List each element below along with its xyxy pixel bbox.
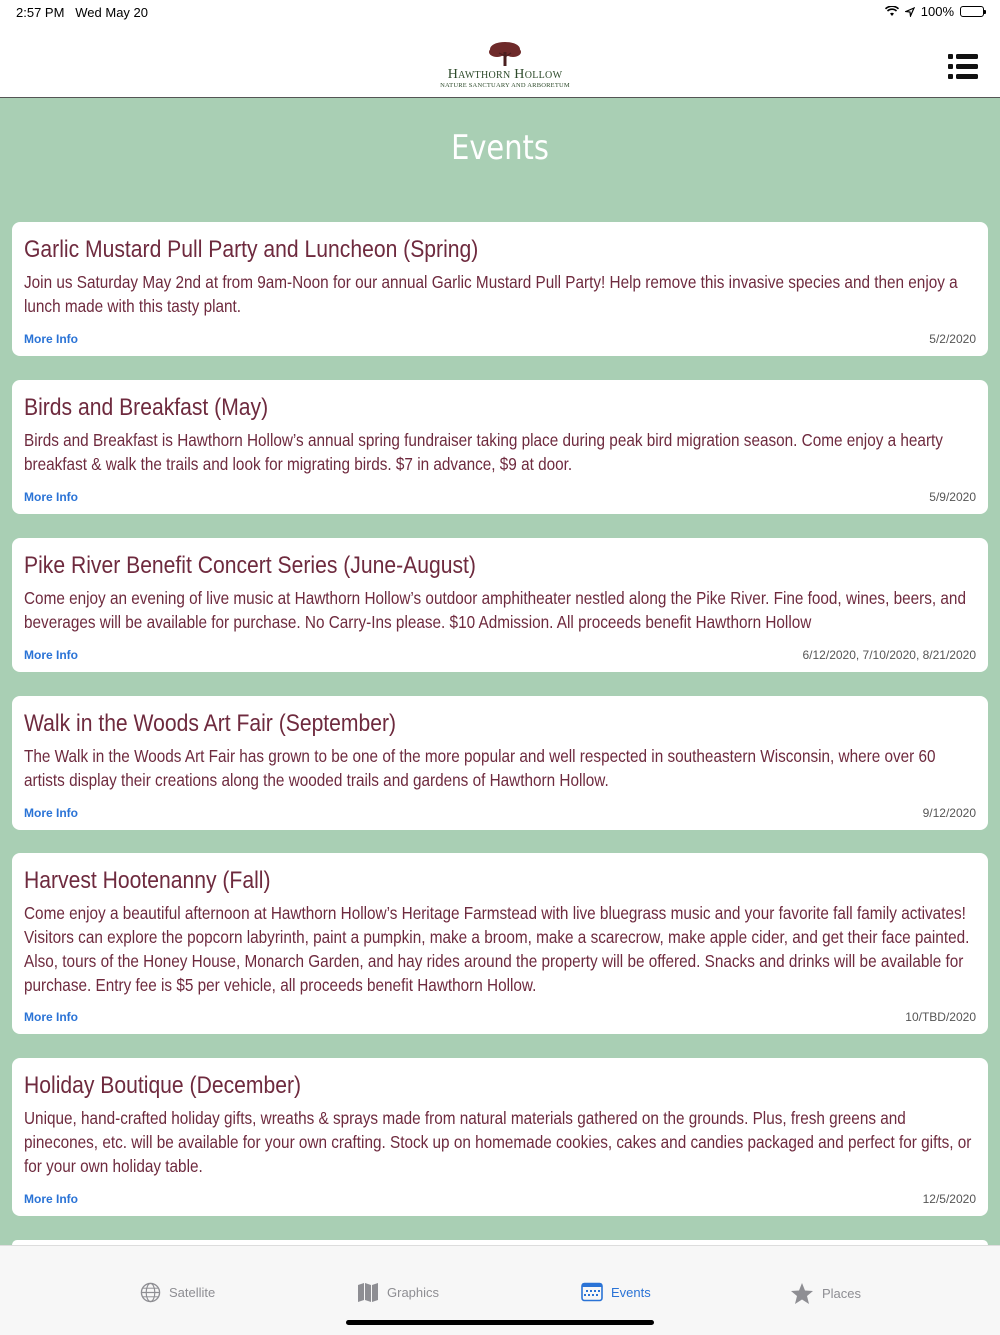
event-description: Join us Saturday May 2nd at from 9am-Noon for our annual Garlic Mustard Pull Party! Help remove this invasive species and then enjoy a lunch made with this tasty plant.	[24, 272, 958, 316]
event-card	[12, 696, 988, 830]
logo-tagline: NATURE SANCTUARY AND ARBORETUM	[440, 82, 570, 89]
more-info-link[interactable]: More Info	[24, 1010, 78, 1024]
tab-label: Satellite	[169, 1285, 216, 1300]
more-info-link[interactable]: More Info	[24, 806, 78, 820]
tab-label: Graphics	[387, 1285, 440, 1300]
page-title: Events	[451, 128, 549, 168]
event-title: Harvest Hootenanny (Fall)	[24, 867, 271, 894]
event-date: 5/2/2020	[929, 332, 976, 346]
wifi-icon	[885, 6, 899, 17]
tree-icon	[485, 40, 525, 68]
event-description: Unique, hand-crafted holiday gifts, wreaths & sprays made from natural materials gathered on the grounds. Plus, fresh greens and pinecones, etc. will be available for your own crafting. Stock up on homemade cookies, cakes and candies packaged and perfect for gifts, or for your own holiday table.	[24, 1108, 972, 1176]
event-card	[12, 853, 988, 1034]
event-description: Birds and Breakfast is Hawthorn Hollow’s annual spring fundraiser taking place during peak bird migration season. Come enjoy a hearty breakfast & walk the trails and look for migrating birds. $7 in advance, $9 at door.	[24, 430, 943, 474]
nav-bar	[0, 24, 1000, 98]
calendar-icon	[581, 1282, 603, 1302]
globe-icon	[140, 1282, 161, 1303]
status-bar	[0, 0, 1000, 24]
battery-icon	[960, 6, 984, 17]
event-card	[12, 222, 988, 356]
more-info-link[interactable]: More Info	[24, 332, 78, 346]
status-clock: 2:57 PM	[16, 5, 65, 20]
event-description: Come enjoy a beautiful afternoon at Hawthorn Hollow’s Heritage Farmstead with live bluegrass music and your favorite fall family activates! Visitors can explore the popcorn labyrinth, paint a pumpkin, make a broom, make a scarecrow, make apple cider, and get their face painted. Also, tours of the Honey House, Monarch Garden, and hay rides around the property will be offered. Snacks and drinks will be available for purchase. Entry fee is $5 per vehicle, all proceeds benefit Hawthorn Hollow.	[24, 903, 970, 995]
event-description: The Walk in the Woods Art Fair has grown to be one of the more popular and well respected in southeastern Wisconsin, where over 60 artists display their creations along the wooded trails and gardens of Hawthorn Hollow.	[24, 746, 936, 790]
hawthorn-hollow-logo	[431, 40, 579, 90]
event-date: 10/TBD/2020	[905, 1010, 976, 1024]
event-card	[12, 1058, 988, 1216]
status-indicators	[885, 4, 984, 19]
logo-name: Hawthorn Hollow	[447, 67, 563, 82]
event-title: Birds and Breakfast (May)	[24, 394, 269, 421]
more-info-link[interactable]: More Info	[24, 648, 78, 662]
event-title: Walk in the Woods Art Fair (September)	[24, 710, 397, 737]
tab-places[interactable]	[790, 1282, 861, 1305]
status-time	[16, 5, 148, 20]
map-icon	[357, 1282, 379, 1303]
event-date: 12/5/2020	[922, 1192, 976, 1206]
event-card	[12, 380, 988, 514]
location-icon	[905, 7, 915, 17]
event-description: Come enjoy an evening of live music at Hawthorn Hollow’s outdoor amphitheater nestled along the Pike River. Fine food, wines, beers, and beverages will be available for purchase. No Carry-Ins please. $10 Admission. All proceeds benefit Hawthorn Hollow	[24, 588, 966, 632]
battery-percent: 100%	[920, 4, 954, 19]
more-info-link[interactable]: More Info	[24, 490, 78, 504]
star-icon	[790, 1282, 814, 1305]
tab-graphics[interactable]	[357, 1282, 439, 1303]
status-date: Wed May 20	[75, 5, 149, 20]
event-date: 9/12/2020	[922, 806, 976, 820]
tab-events[interactable]	[581, 1282, 651, 1302]
list-menu-icon[interactable]	[948, 52, 978, 82]
tab-label: Places	[822, 1286, 862, 1301]
tab-satellite[interactable]	[140, 1282, 215, 1303]
event-card	[12, 538, 988, 672]
event-date: 5/9/2020	[929, 490, 976, 504]
event-title: Holiday Boutique (December)	[24, 1072, 302, 1099]
event-date: 6/12/2020, 7/10/2020, 8/21/2020	[802, 648, 976, 662]
more-info-link[interactable]: More Info	[24, 1192, 78, 1206]
home-indicator[interactable]	[346, 1320, 654, 1325]
event-title: Pike River Benefit Concert Series (June-August)	[24, 552, 476, 579]
tab-label: Events	[611, 1284, 651, 1300]
event-title: Garlic Mustard Pull Party and Luncheon (Spring)	[24, 236, 479, 263]
